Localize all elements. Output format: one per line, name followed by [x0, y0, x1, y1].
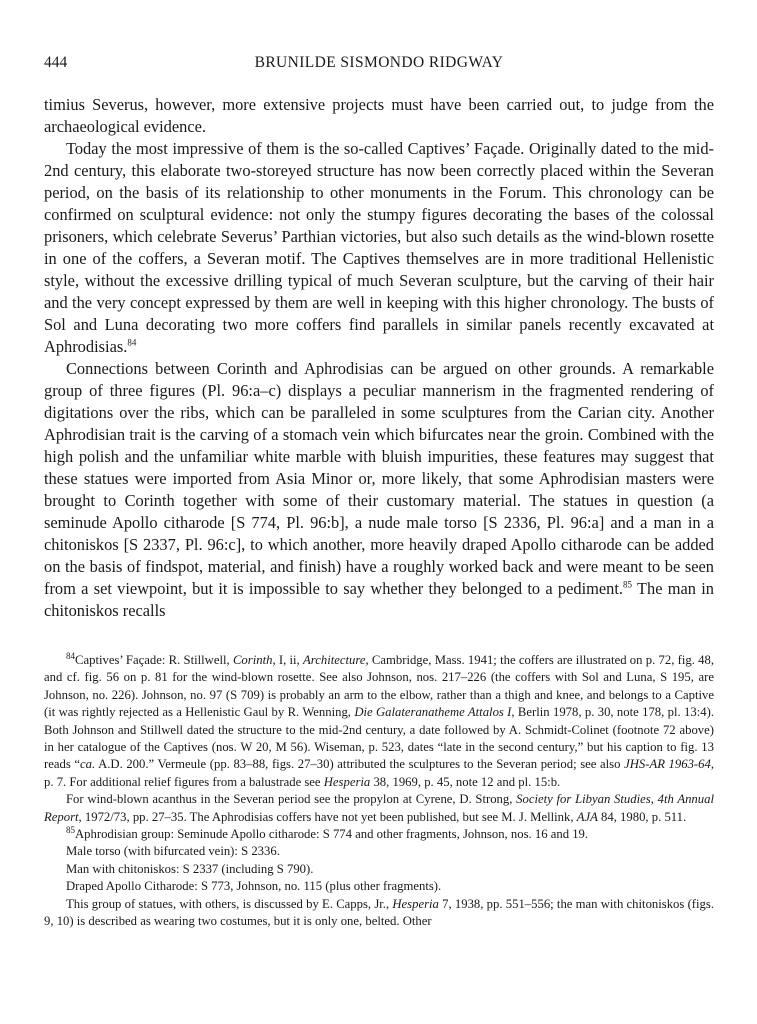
paragraph-3: Connections between Corinth and Aphrodisias can be argued on other grounds. A remarkable group of three figures (Pl. 96:a–c) displays a peculiar mannerism in the fragmented rendering of digitations over the ribs, which can be paralleled in some sculptures from the Carian city. Another Aphrodisian trait is the carving of a stomach vein which bifurcates near the groin. Combined with the high polish and the unfamiliar white marble with bluish impurities, these features may suggest that these statues were imported from Asia Minor or, more likely, that some Aphrodisian masters were brought to Corinth together with some of their customary material. The statues in question (a seminude Apollo citharode [S 774, Pl. 96:b], a nude male torso [S 2336, Pl. 96:a] and a man in a chitoniskos [S 2337, Pl. 96:c], to which another, more heavily draped Apollo citharode can be added on the basis of findspot, material, and finish) have a roughly worked back and were meant to be seen from a set viewpoint, but it is impossible to say whether they belonged to a pediment.$^{85}$ The man in chitoniskos recalls: [44, 359, 714, 620]
running-head: BRUNILDE SISMONDO RIDGWAY: [254, 54, 504, 71]
footnote-85: $^{85}$Aphrodisian group: Seminude Apollo citharode: S 774 and other fragments, Johnson, nos. 16 and 19.: [66, 824, 589, 842]
page-number: 444: [44, 54, 68, 71]
page-header: [44, 54, 714, 78]
footnotes: [44, 652, 714, 931]
footnote-85-line-4: Draped Apollo Citharode: S 773, Johnson, no. 115 (plus other fragments).: [66, 879, 442, 894]
footnote-ref-85[interactable]: 85: [623, 579, 632, 590]
footnote-marker-85: 85: [66, 824, 75, 835]
body-text: [44, 94, 714, 622]
footnote-84: $^{84}$Captives’ Façade: R. Stillwell, Corinth, I, ii, Architecture, Cambridge, Mass. 1941; the coffers are illustrated on p. 72, fig. 48, and cf. fig. 56 on p. 81 for the wind-blown rosette. See also Johnson, nos. 217–226 (the coffers with Sol and Luna, S 195, are Johnson, no. 226). Johnson, no. 97 (S 709) is probably an arm to the elbow, rather than a thigh and knee, and belongs to a Captive (it was rightly rejected as a Hellenistic Gaul by R. Wenning, Die Galateranatheme Attalos I, Berlin 1978, p. 30, note 178, pl. 13:4). Both Johnson and Stillwell dated the structure to the mid-2nd century, a date followed by A. Schmidt-Colinet (footnote 72 above) in her catalogue of the Captives (nos. W 20, M 56). Wiseman, p. 523, dates “late in the second century,” but his caption to fig. 13 reads “ca. A.D. 200.” Vermeule (pp. 83–88, figs. 27–30) attributed the sculptures to the Severan period; see also JHS-AR 1963-64, p. 7. For additional relief figures from a balustrade see Hesperia 38, 1969, p. 45, note 12 and pl. 15:b.: [44, 650, 715, 789]
footnote-85-paragraph: This group of statues, with others, is discussed by E. Capps, Jr., Hesperia 7, 1938, pp. 551–556; the man with chitoniskos (figs. 9, 10) is described as wearing two costumes, but it is only one, belted. Other: [44, 896, 715, 929]
paragraph-2: Today the most impressive of them is the so-called Captives’ Façade. Originally dated to the mid-2nd century, this elaborate two-storeyed structure has now been correctly placed within the Severan period, on the basis of its relationship to other monuments in the Forum. This chronology can be confirmed on sculptural evidence: not only the stumpy figures decorating the bases of the colossal prisoners, which celebrate Severus’ Parthian victories, but also such details as the wind-blown rosette in one of the coffers, a Severan motif. The Captives themselves are in more traditional Hellenistic style, without the excessive drilling typical of much Severan sculpture, but the carving of their hair and the very concept expressed by them are well in keeping with this higher chronology. The busts of Sol and Luna decorating two more coffers find parallels in similar panels recently excavated at Aphrodisias.$^{84}$: [44, 139, 714, 356]
footnote-84-continued: For wind-blown acanthus in the Severan period see the propylon at Cyrene, D. Strong, Society for Libyan Studies, 4th Annual Report, 1972/73, pp. 27–35. The Aphrodisias coffers have not yet been published, but see M. J. Mellink, AJA 84, 1980, p. 511.: [44, 792, 714, 824]
paragraph-1: timius Severus, however, more extensive projects must have been carried out, to judge from the archaeological evidence.: [44, 95, 714, 136]
footnote-ref-84[interactable]: 84: [127, 337, 137, 348]
footnote-marker-84: 84: [66, 650, 75, 661]
footnote-85-line-3: Man with chitoniskos: S 2337 (including S 790).: [66, 861, 314, 876]
footnote-85-line-2: Male torso (with bifurcated vein): S 2336.: [66, 844, 280, 859]
